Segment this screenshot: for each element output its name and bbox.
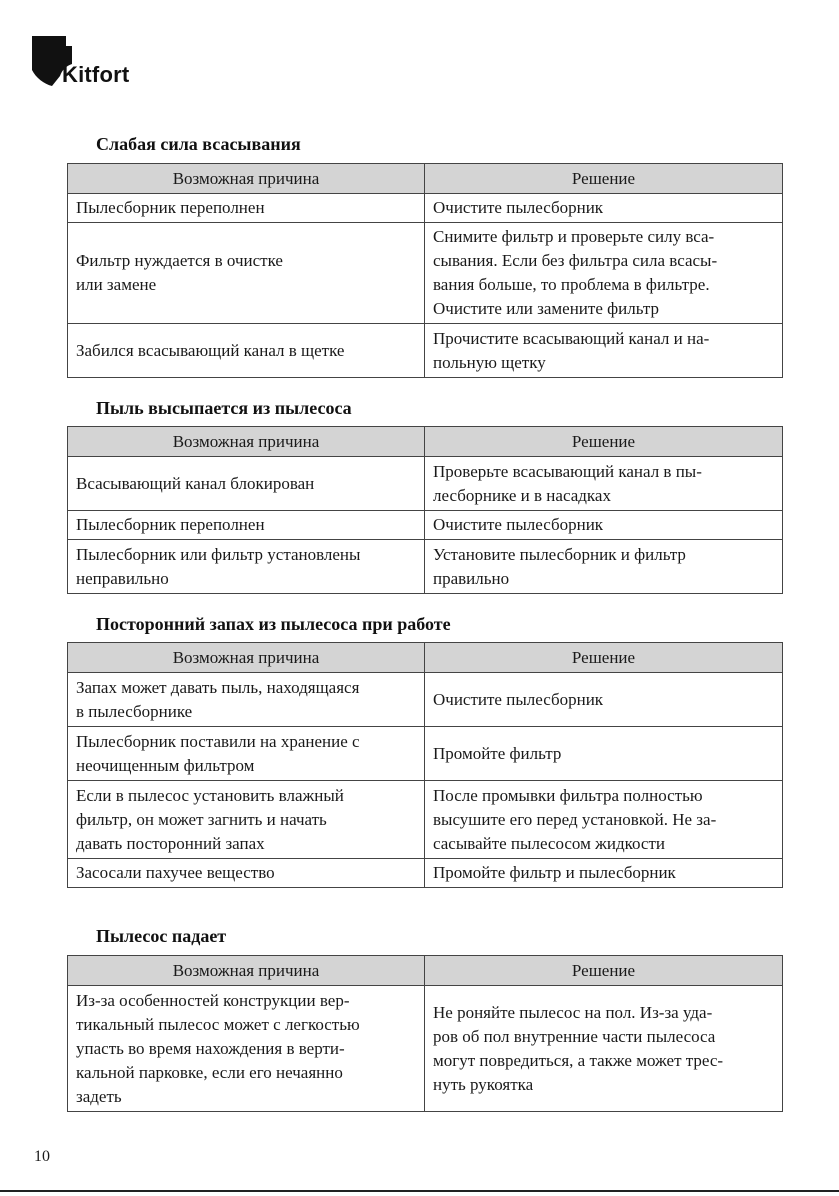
table-row [68, 859, 783, 888]
table-row [68, 673, 783, 727]
cause-cell: Засосали пахучее вещество [68, 859, 425, 888]
table-header-row [68, 956, 783, 986]
section-title-dust-spills: Пыль высыпается из пылесоса [96, 398, 352, 418]
table-row [68, 324, 783, 378]
page-number: 10 [34, 1148, 50, 1165]
table-row [68, 511, 783, 540]
table-row [68, 727, 783, 781]
column-header-solution: Решение [425, 427, 783, 457]
table-header-row [68, 427, 783, 457]
solution-cell: Очистите пылесборник [425, 511, 783, 540]
cause-cell: Пылесборник поставили на хранение с неочищенным фильтром [68, 727, 425, 781]
troubleshooting-table-falls [67, 955, 783, 1112]
cause-cell: Фильтр нуждается в очистке или замене [68, 223, 425, 324]
cause-cell: Запах может давать пыль, находящаяся в пылесборнике [68, 673, 425, 727]
table-header-row [68, 643, 783, 673]
bottom-divider [0, 1190, 839, 1192]
column-header-solution: Решение [425, 164, 783, 194]
section-title-falls: Пылесос падает [96, 926, 227, 946]
table-row [68, 194, 783, 223]
solution-cell: Очистите пылесборник [425, 673, 783, 727]
brand-logo-text: Kitfort [62, 62, 130, 87]
table-row [68, 540, 783, 594]
solution-cell: Снимите фильтр и проверьте силу вса- сывания. Если без фильтра сила всасы- вания больше, то проблема в фильтре. Очистите или замените фильтр [425, 223, 783, 324]
column-header-solution: Решение [425, 643, 783, 673]
section-title-weak-suction: Слабая сила всасывания [96, 134, 301, 154]
table-header-row [68, 164, 783, 194]
troubleshooting-table-odor [67, 642, 783, 888]
table-row [68, 223, 783, 324]
cause-cell: Забился всасывающий канал в щетке [68, 324, 425, 378]
cause-cell: Пылесборник переполнен [68, 194, 425, 223]
cause-cell: Пылесборник переполнен [68, 511, 425, 540]
solution-cell: Прочистите всасывающий канал и на- польную щетку [425, 324, 783, 378]
cause-cell: Пылесборник или фильтр установлены неправильно [68, 540, 425, 594]
column-header-solution: Решение [425, 956, 783, 986]
solution-cell: Не роняйте пылесос на пол. Из-за уда- ров об пол внутренние части пылесоса могут повредиться, а также может трес- нуть рукоятка [425, 986, 783, 1112]
section-title-odor: Посторонний запах из пылесоса при работе [96, 614, 451, 634]
cause-cell: Из-за особенностей конструкции вер- тикальный пылесос может с легкостью упасть во время нахождения в верти- кальной парковке, если его нечаянно задеть [68, 986, 425, 1112]
cause-cell: Всасывающий канал блокирован [68, 457, 425, 511]
table-row [68, 781, 783, 859]
brand-logo [32, 36, 142, 86]
column-header-cause: Возможная причина [68, 643, 425, 673]
solution-cell: Промойте фильтр и пылесборник [425, 859, 783, 888]
solution-cell: Промойте фильтр [425, 727, 783, 781]
table-row [68, 457, 783, 511]
solution-cell: Проверьте всасывающий канал в пы- лесборнике и в насадках [425, 457, 783, 511]
column-header-cause: Возможная причина [68, 427, 425, 457]
cause-cell: Если в пылесос установить влажный фильтр, он может загнить и начать давать посторонний запах [68, 781, 425, 859]
column-header-cause: Возможная причина [68, 956, 425, 986]
solution-cell: Установите пылесборник и фильтр правильно [425, 540, 783, 594]
column-header-cause: Возможная причина [68, 164, 425, 194]
troubleshooting-table-dust-spills [67, 426, 783, 594]
solution-cell: Очистите пылесборник [425, 194, 783, 223]
table-row [68, 986, 783, 1112]
solution-cell: После промывки фильтра полностью высушите его перед установкой. Не за- сасывайте пылесосом жидкости [425, 781, 783, 859]
troubleshooting-table-weak-suction [67, 163, 783, 378]
